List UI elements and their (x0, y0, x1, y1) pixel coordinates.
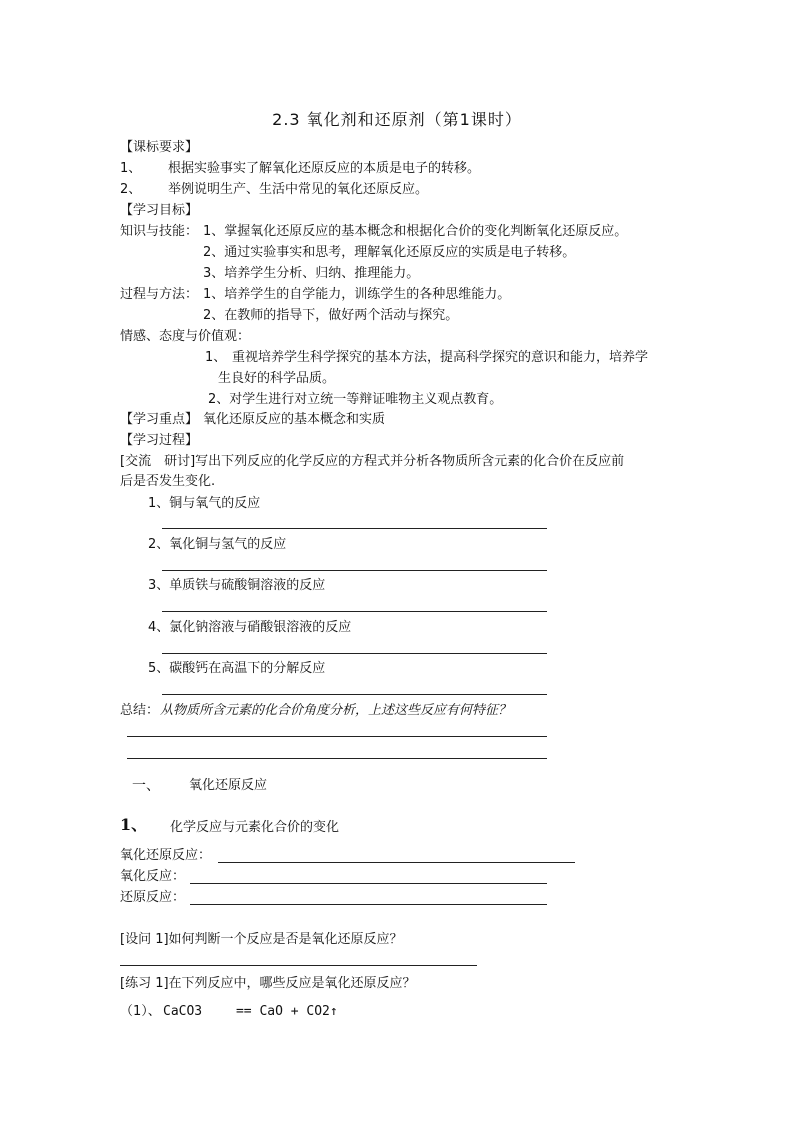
standard-item-text: 举例说明生产、生活中常见的氧化还原反应。 (168, 182, 429, 197)
definition-answer-line[interactable] (218, 862, 575, 863)
definition-label: 还原反应： (120, 890, 186, 905)
page-title: 2.3 氧化剂和还原剂（第1课时） (272, 110, 522, 129)
emotion-item-num: 1、 (205, 350, 227, 365)
subsection-number: 1、 (120, 815, 148, 834)
answer-line[interactable] (127, 758, 547, 759)
standards-heading: 【课标要求】 (120, 140, 199, 155)
answer-line[interactable] (162, 694, 547, 695)
subsection-title: 化学反应与元素化合价的变化 (170, 820, 340, 835)
emotion-label: 情感、态度与价值观： (120, 329, 251, 344)
equation-formula: CaCO3 == CaO + CO2↑ (163, 1004, 338, 1019)
emotion-item-text: 2、对学生进行对立统一等辩证唯物主义观点教育。 (208, 392, 503, 407)
process-label: 过程与方法： (120, 287, 199, 302)
question-text: [设问 1]如何判断一个反应是否是氧化还原反应？ (120, 932, 403, 947)
answer-line[interactable] (127, 736, 547, 737)
definition-answer-line[interactable] (190, 904, 547, 905)
process-item: 2、在教师的指导下，做好两个活动与探究。 (203, 308, 459, 323)
reaction-item: 1、铜与氧气的反应 (148, 496, 261, 511)
emotion-item-text: 生良好的科学品质。 (218, 371, 336, 386)
standard-item-text: 根据实验事实了解氧化还原反应的本质是电子的转移。 (168, 161, 481, 176)
key-points-heading: 【学习重点】 (120, 412, 199, 427)
key-points-text: 氧化还原反应的基本概念和实质 (203, 412, 386, 427)
equation-number: （1）、 (120, 1004, 161, 1019)
exchange-text: 后是否发生变化. (120, 474, 216, 489)
objectives-heading: 【学习目标】 (120, 203, 199, 218)
section-title: 氧化还原反应 (189, 778, 268, 793)
definition-label: 氧化还原反应： (120, 848, 212, 863)
reaction-item: 3、单质铁与硫酸铜溶液的反应 (148, 578, 326, 593)
summary-question: 从物质所含元素的化合价角度分析，上述这些反应有何特征？ (160, 703, 512, 718)
answer-line[interactable] (162, 528, 547, 529)
section-number: 一、 (132, 778, 160, 794)
answer-line[interactable] (162, 653, 547, 654)
answer-line[interactable] (162, 570, 547, 571)
definition-answer-line[interactable] (190, 883, 547, 884)
answer-line[interactable] (162, 611, 547, 612)
exercise-text: [练习 1]在下列反应中，哪些反应是氧化还原反应？ (120, 976, 416, 991)
process-item: 1、培养学生的自学能力，训练学生的各种思维能力。 (203, 287, 511, 302)
standard-item-num: 1、 (120, 161, 142, 176)
reaction-item: 5、碳酸钙在高温下的分解反应 (148, 661, 326, 676)
knowledge-item: 1、掌握氧化还原反应的基本概念和根据化合价的变化判断氧化还原反应。 (203, 224, 628, 239)
exchange-text: [交流 研讨]写出下列反应的化学反应的方程式并分析各物质所含元素的化合价在反应前 (120, 454, 625, 469)
knowledge-label: 知识与技能： (120, 224, 199, 239)
answer-line[interactable] (120, 965, 477, 966)
process-heading: 【学习过程】 (120, 433, 199, 448)
summary-label: 总结： (120, 703, 160, 718)
definition-label: 氧化反应： (120, 869, 186, 884)
reaction-item: 2、氧化铜与氢气的反应 (148, 537, 287, 552)
emotion-item-text: 重视培养学生科学探究的基本方法，提高科学探究的意识和能力，培养学 (232, 350, 649, 365)
reaction-item: 4、氯化钠溶液与硝酸银溶液的反应 (148, 620, 352, 635)
standard-item-num: 2、 (120, 182, 142, 197)
knowledge-item: 2、通过实验事实和思考，理解氧化还原反应的实质是电子转移。 (203, 245, 576, 260)
knowledge-item: 3、培养学生分析、归纳、推理能力。 (203, 266, 420, 281)
